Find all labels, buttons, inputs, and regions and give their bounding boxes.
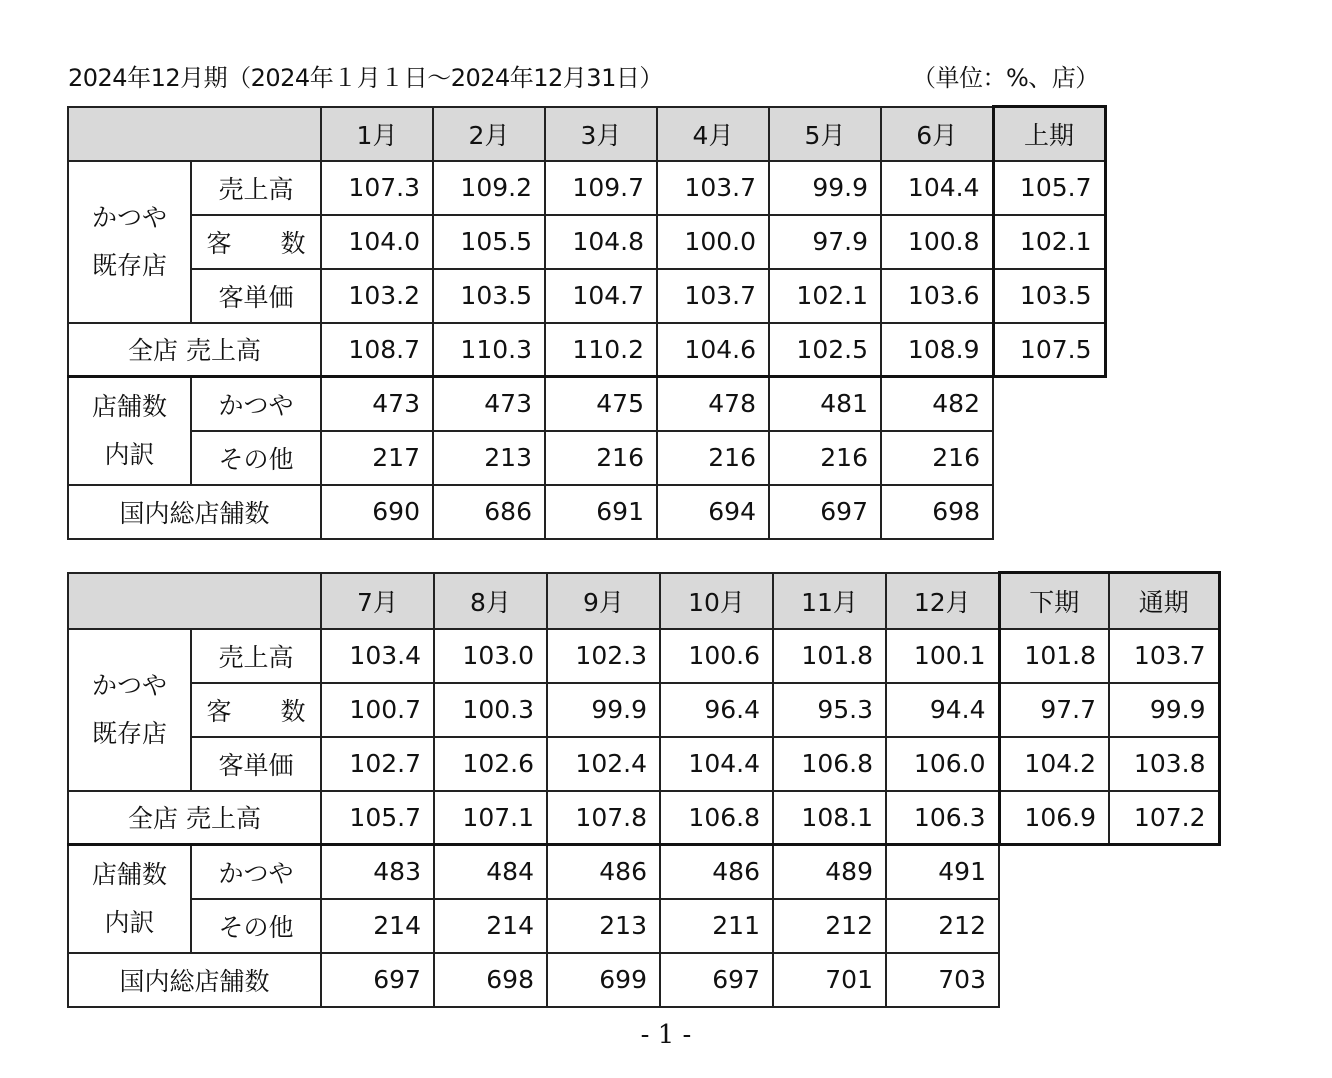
cell: 99.9	[547, 683, 660, 737]
row-label-domestic-total: 国内総店舗数	[68, 485, 321, 539]
cell: 104.8	[545, 215, 657, 269]
row-label-all-store-sales: 全店 売上高	[68, 323, 321, 377]
cell: 103.2	[321, 269, 433, 323]
header-row	[68, 573, 1219, 629]
unit-note: （単位：%、店）	[912, 64, 1099, 92]
row-label-domestic-total: 国内総店舗数	[68, 953, 321, 1007]
group-label-line: かつや	[91, 202, 167, 232]
cell: 690	[321, 485, 433, 539]
cell: 104.4	[660, 737, 773, 791]
cell: 99.9	[769, 161, 881, 215]
cell: 104.4	[881, 161, 993, 215]
col-header-full-year: 通期	[1109, 573, 1219, 629]
col-header: 3月	[545, 107, 657, 161]
cell: 216	[545, 431, 657, 485]
cell: 214	[321, 899, 434, 953]
cell: 102.7	[321, 737, 434, 791]
col-header: 5月	[769, 107, 881, 161]
cell: 482	[881, 377, 993, 431]
sales-row	[68, 629, 1219, 683]
customers-row	[68, 215, 1105, 269]
cell: 102.5	[769, 323, 881, 377]
group-label-line: 既存店	[91, 718, 167, 748]
col-header-first-half: 上期	[993, 107, 1105, 161]
cell-full-year: 103.7	[1109, 629, 1219, 683]
sales-row	[68, 161, 1105, 215]
col-header: 11月	[773, 573, 886, 629]
cell-first-half: 105.7	[993, 161, 1105, 215]
group-label-line: かつや	[91, 670, 167, 700]
cell: 108.9	[881, 323, 993, 377]
cell: 108.1	[773, 791, 886, 845]
all-store-sales-row	[68, 323, 1105, 377]
cell: 100.8	[881, 215, 993, 269]
first-half-table	[67, 105, 1107, 540]
corner-header-cell	[68, 573, 321, 629]
cell: 107.1	[434, 791, 547, 845]
cell: 106.8	[773, 737, 886, 791]
col-header: 1月	[321, 107, 433, 161]
cell: 212	[773, 899, 886, 953]
cell: 473	[321, 377, 433, 431]
all-store-sales-row	[68, 791, 1219, 845]
cell: 103.7	[657, 269, 769, 323]
cell: 110.2	[545, 323, 657, 377]
cell: 697	[321, 953, 434, 1007]
cell: 94.4	[886, 683, 999, 737]
cell: 701	[773, 953, 886, 1007]
cell: 101.8	[773, 629, 886, 683]
katsuya-store-count-row	[68, 377, 1105, 431]
cell: 102.4	[547, 737, 660, 791]
cell: 97.9	[769, 215, 881, 269]
row-label-others: その他	[191, 899, 321, 953]
cell-first-half: 102.1	[993, 215, 1105, 269]
cell: 102.3	[547, 629, 660, 683]
cell-first-half: 103.5	[993, 269, 1105, 323]
cell-second-half: 106.9	[999, 791, 1109, 845]
group-label-line: 内訳	[104, 439, 155, 469]
cell: 483	[321, 845, 434, 899]
cell: 109.7	[545, 161, 657, 215]
cell: 103.7	[657, 161, 769, 215]
cell: 697	[660, 953, 773, 1007]
row-label-others: その他	[191, 431, 321, 485]
cell: 484	[434, 845, 547, 899]
empty-cell	[999, 845, 1219, 899]
empty-cell	[999, 899, 1219, 953]
cell: 106.8	[660, 791, 773, 845]
col-header: 2月	[433, 107, 545, 161]
katsuya-store-count-row	[68, 845, 1219, 899]
cell: 217	[321, 431, 433, 485]
other-store-count-row	[68, 899, 1219, 953]
cell: 96.4	[660, 683, 773, 737]
cell: 104.6	[657, 323, 769, 377]
cell: 478	[657, 377, 769, 431]
domestic-total-row	[68, 953, 1219, 1007]
cell: 105.5	[433, 215, 545, 269]
cell: 107.3	[321, 161, 433, 215]
row-label-katsuya: かつや	[191, 377, 321, 431]
col-header: 10月	[660, 573, 773, 629]
cell: 214	[434, 899, 547, 953]
empty-cell	[993, 485, 1105, 539]
other-store-count-row	[68, 431, 1105, 485]
group-label-existing-stores	[68, 161, 191, 323]
cell: 95.3	[773, 683, 886, 737]
cell: 100.3	[434, 683, 547, 737]
cell: 212	[886, 899, 999, 953]
cell: 486	[660, 845, 773, 899]
cell: 473	[433, 377, 545, 431]
cell: 699	[547, 953, 660, 1007]
customers-row	[68, 683, 1219, 737]
group-label-store-breakdown	[68, 845, 191, 953]
cell: 102.1	[769, 269, 881, 323]
row-label-sales: 売上高	[191, 161, 321, 215]
cell: 103.0	[434, 629, 547, 683]
cell: 216	[657, 431, 769, 485]
cell: 103.4	[321, 629, 434, 683]
row-label-all-store-sales: 全店 売上高	[68, 791, 321, 845]
cell: 691	[545, 485, 657, 539]
cell: 103.6	[881, 269, 993, 323]
cell: 698	[881, 485, 993, 539]
row-label-katsuya: かつや	[191, 845, 321, 899]
cell: 211	[660, 899, 773, 953]
row-label-sales: 売上高	[191, 629, 321, 683]
group-label-line: 既存店	[91, 250, 167, 280]
page-number: - 1 -	[640, 1020, 692, 1050]
cell: 213	[433, 431, 545, 485]
second-half-table	[67, 571, 1221, 1008]
cell: 100.0	[657, 215, 769, 269]
domestic-total-row	[68, 485, 1105, 539]
row-label-unit-price: 客単価	[191, 737, 321, 791]
cell: 104.7	[545, 269, 657, 323]
cell-second-half: 101.8	[999, 629, 1109, 683]
cell-second-half: 104.2	[999, 737, 1109, 791]
cell: 694	[657, 485, 769, 539]
cell: 475	[545, 377, 657, 431]
cell: 109.2	[433, 161, 545, 215]
col-header: 7月	[321, 573, 434, 629]
col-header: 8月	[434, 573, 547, 629]
cell-full-year: 99.9	[1109, 683, 1219, 737]
row-label-customers: 客 数	[191, 215, 321, 269]
cell: 481	[769, 377, 881, 431]
unit-price-row	[68, 737, 1219, 791]
group-label-line: 店舗数	[91, 391, 167, 421]
cell: 216	[769, 431, 881, 485]
group-label-line: 内訳	[104, 907, 155, 937]
cell: 686	[433, 485, 545, 539]
cell: 104.0	[321, 215, 433, 269]
cell: 698	[434, 953, 547, 1007]
row-label-unit-price: 客単価	[191, 269, 321, 323]
col-header: 4月	[657, 107, 769, 161]
cell: 216	[881, 431, 993, 485]
cell: 106.3	[886, 791, 999, 845]
header-row	[68, 107, 1105, 161]
cell: 100.6	[660, 629, 773, 683]
cell: 106.0	[886, 737, 999, 791]
col-header: 9月	[547, 573, 660, 629]
cell: 105.7	[321, 791, 434, 845]
row-label-customers: 客 数	[191, 683, 321, 737]
cell: 100.1	[886, 629, 999, 683]
cell: 102.6	[434, 737, 547, 791]
corner-header-cell	[68, 107, 321, 161]
empty-cell	[993, 431, 1105, 485]
group-label-line: 店舗数	[91, 859, 167, 889]
empty-cell	[999, 953, 1219, 1007]
cell: 108.7	[321, 323, 433, 377]
col-header: 12月	[886, 573, 999, 629]
cell-first-half: 107.5	[993, 323, 1105, 377]
group-label-existing-stores	[68, 629, 191, 791]
col-header: 6月	[881, 107, 993, 161]
cell: 703	[886, 953, 999, 1007]
unit-price-row	[68, 269, 1105, 323]
cell: 491	[886, 845, 999, 899]
col-header-second-half: 下期	[999, 573, 1109, 629]
cell: 486	[547, 845, 660, 899]
cell: 103.5	[433, 269, 545, 323]
group-label-store-breakdown	[68, 377, 191, 485]
cell: 107.8	[547, 791, 660, 845]
cell-full-year: 103.8	[1109, 737, 1219, 791]
report-period-title: 2024年12月期（2024年１月１日～2024年12月31日）	[68, 64, 663, 92]
cell-second-half: 97.7	[999, 683, 1109, 737]
cell: 100.7	[321, 683, 434, 737]
cell: 110.3	[433, 323, 545, 377]
empty-cell	[993, 377, 1105, 431]
cell-full-year: 107.2	[1109, 791, 1219, 845]
cell: 697	[769, 485, 881, 539]
cell: 213	[547, 899, 660, 953]
cell: 489	[773, 845, 886, 899]
